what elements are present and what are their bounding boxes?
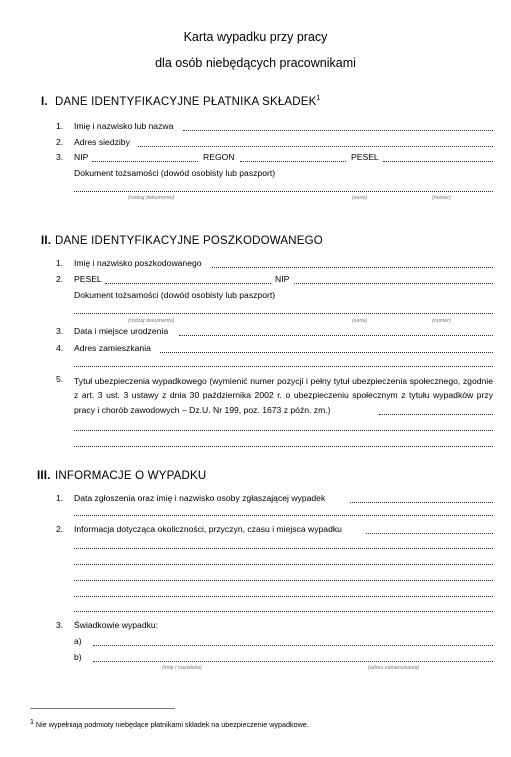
row-number: 3. <box>56 326 64 336</box>
witness-b-field[interactable] <box>93 661 493 662</box>
section-2-heading <box>41 235 323 247</box>
section-1-title: DANE IDENTYFIKACYJNE PŁATNIKA SKŁADEK <box>55 96 317 108</box>
row-number: 2. <box>56 137 64 147</box>
s3-row-report <box>56 493 325 503</box>
pesel-label: PESEL <box>351 152 379 162</box>
s1-document-label: Dokument tożsamości (dowód osobisty lub paszport) <box>74 168 276 178</box>
s1-row-ids <box>56 152 88 162</box>
s2-document-label: Dokument tożsamości (dowód osobisty lub paszport) <box>74 290 276 300</box>
regon-label: REGON <box>203 152 235 162</box>
row-label: Świadkowie wypadku: <box>74 620 159 630</box>
s3-hint-name: (imię i nazwisko) <box>162 665 202 671</box>
section-1-heading <box>41 96 321 108</box>
row-label: Adres siedziby <box>74 137 130 147</box>
witness-a-field[interactable] <box>93 645 493 646</box>
document-title-line2: dla osób niebędących pracownikami <box>155 56 356 70</box>
s2-insurance-title-text: Tytuł ubezpieczenia wypadkowego (wymienić numer pozycji i pełny tytuł ubezpieczenia społecznego, zgodnie z art. 3 ust. 3 ustawy z dnia 30 października 2002 r. o ubezpieczeniu społecznym z tytułu wypadków przy pracy i chorób zawodowych – Dz.U. Nr 199, poz. 1673 z późn. zm.) <box>74 376 493 415</box>
nip-label: NIP <box>74 152 89 162</box>
s2-row-ids <box>56 274 102 284</box>
section-2-numeral: II. <box>41 235 52 247</box>
s2-row-birth <box>56 326 168 336</box>
section-3-title: INFORMACJE O WYPADKU <box>55 470 207 482</box>
footnote-divider <box>30 708 175 709</box>
s1-name-field[interactable] <box>183 130 493 131</box>
s2-insurance-field[interactable] <box>379 414 493 415</box>
s2-row-name <box>56 258 202 268</box>
s3-circumstances-field-5[interactable] <box>74 596 493 597</box>
nip-label: NIP <box>275 274 290 284</box>
row-label: Adres zamieszkania <box>74 343 151 353</box>
footnote-text: Nie wypełniają podmioty niebędące płatnikami składek na ubezpieczenie wypadkowe. <box>35 720 309 729</box>
s3-circumstances-field-3[interactable] <box>74 564 493 565</box>
s2-hint-number: (numer) <box>432 318 451 324</box>
row-number: 3. <box>56 620 64 630</box>
s3-circumstances-field[interactable] <box>366 533 493 534</box>
row-label: Data i miejsce urodzenia <box>74 326 169 336</box>
row-label: Imię i nazwisko poszkodowanego <box>74 258 202 268</box>
row-number: 2. <box>56 274 64 284</box>
s1-row-name <box>56 121 173 131</box>
s1-address-field[interactable] <box>138 146 493 147</box>
s1-hint-doc-type: (rodzaj dokumentu) <box>128 195 175 201</box>
row-label: Imię i nazwisko lub nazwa <box>74 121 174 131</box>
row-number: 4. <box>56 343 64 353</box>
s3-hint-address: (adres zamieszkania) <box>368 665 420 671</box>
witness-a-label: a) <box>74 636 82 646</box>
s1-nip-field[interactable] <box>92 161 198 162</box>
s2-insurance-field-2[interactable] <box>74 430 493 431</box>
s3-row-witnesses <box>56 620 158 630</box>
s3-report-field[interactable] <box>350 502 493 503</box>
row-label: Informacja dotycząca okoliczności, przyczyn, czasu i miejsca wypadku <box>74 524 342 534</box>
s2-name-field[interactable] <box>212 267 493 268</box>
document-title-line1: Karta wypadku przy pracy <box>183 30 328 44</box>
s3-circumstances-field-2[interactable] <box>74 548 493 549</box>
footnote-mark: 1 <box>30 719 34 726</box>
footnote-reference: 1 <box>316 95 321 102</box>
s1-pesel-field[interactable] <box>383 161 493 162</box>
row-number: 2. <box>56 524 64 534</box>
witness-b-label: b) <box>74 652 82 662</box>
s3-circumstances-field-4[interactable] <box>74 580 493 581</box>
s2-nip-field[interactable] <box>294 283 493 284</box>
s2-row-home <box>56 343 151 353</box>
section-3-numeral: III. <box>37 470 51 482</box>
row-number: 1. <box>56 493 64 503</box>
section-1-numeral: I. <box>41 96 48 108</box>
section-3-heading <box>37 470 206 482</box>
s2-insurance-field-3[interactable] <box>74 446 493 447</box>
s1-hint-number: (numer) <box>432 195 451 201</box>
s1-regon-field[interactable] <box>240 161 346 162</box>
s3-report-field-2[interactable] <box>74 515 493 516</box>
s1-row-address <box>56 137 130 147</box>
s3-row-circumstances <box>56 524 342 534</box>
row-number: 1. <box>56 121 64 131</box>
footnote <box>30 720 309 729</box>
s2-document-field[interactable] <box>74 313 493 314</box>
row-number: 5. <box>56 374 64 384</box>
s2-home-address-field[interactable] <box>160 352 493 353</box>
s2-pesel-field[interactable] <box>105 283 271 284</box>
pesel-label: PESEL <box>74 274 102 284</box>
s1-hint-series: (seria) <box>352 195 368 201</box>
s1-document-field[interactable] <box>74 191 493 192</box>
row-number: 1. <box>56 258 64 268</box>
row-label: Data zgłoszenia oraz imię i nazwisko osoby zgłaszającej wypadek <box>74 493 326 503</box>
s2-home-address-field-2[interactable] <box>74 366 493 367</box>
row-number: 3. <box>56 152 64 162</box>
section-2-title: DANE IDENTYFIKACYJNE POSZKODOWANEGO <box>55 235 323 247</box>
s2-hint-series: (seria) <box>352 318 368 324</box>
s2-birth-field[interactable] <box>179 335 493 336</box>
s3-circumstances-field-6[interactable] <box>74 611 493 612</box>
s2-hint-doc-type: (rodzaj dokumentu) <box>128 318 175 324</box>
